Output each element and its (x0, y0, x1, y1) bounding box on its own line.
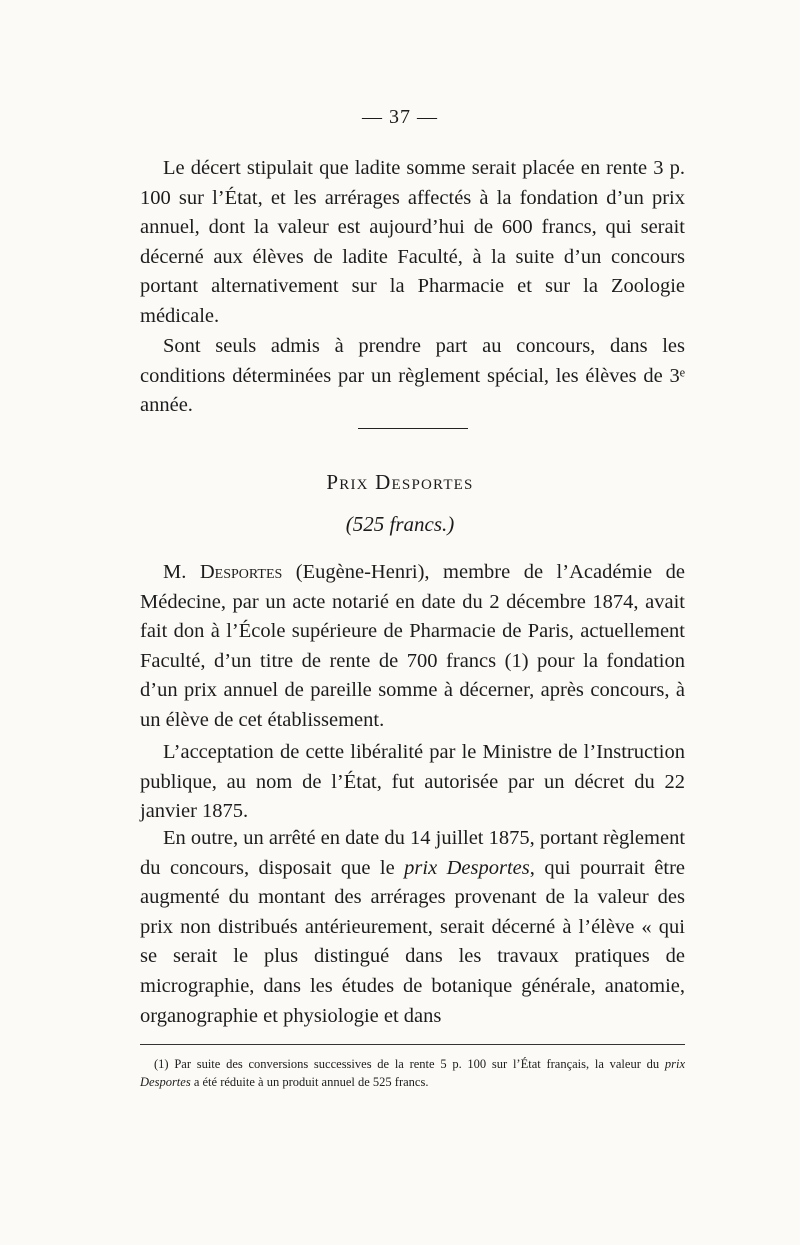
footnote-text-b: a été réduite à un produit annuel de 525 francs. (190, 1075, 429, 1089)
paragraph-4: L’acceptation de cette libéralité par le Ministre de l’Instruction publique, au nom de l’État, fut autorisée par un décret du 22 janvier 1875. (140, 741, 685, 823)
footnote (140, 1055, 685, 1091)
paragraph-3-prefix: M. (163, 561, 200, 583)
paragraph-2-block (140, 332, 685, 421)
paragraph-5-text-a: En outre, un arrêté en date du 14 juillet 1875, portant règlement du concours, disposait que le (140, 827, 686, 879)
footnote-divider (140, 1044, 685, 1045)
section-subheading: (525 francs.) (345, 512, 455, 536)
paragraph-3-block (140, 558, 685, 736)
paragraph-1: Le décert stipulait que ladite somme serait placée en rente 3 p. 100 sur l’État, et les arrérages affectés à la fondation d’un prix annuel, dont la valeur est aujourd’hui de 600 francs, qui serait décerné aux élèves de ladite Faculté, à la suite d’un concours portant alternativement sur la Pharmacie et sur la Zoologie médicale. (140, 157, 685, 327)
paragraph-2: Sont seuls admis à prendre part au concours, dans les conditions déterminées par un règlement spécial, les élèves de 3ᵉ année. (140, 335, 685, 417)
footnote-italic: prix Desportes (140, 1057, 685, 1089)
paragraph-5-italic: prix Desportes (404, 856, 530, 879)
section-heading: Prix Desportes (326, 470, 474, 494)
paragraph-5-block (140, 824, 685, 1031)
section-divider (358, 428, 468, 429)
paragraph-4-block (140, 738, 685, 827)
donor-name: Desportes (199, 561, 283, 583)
paragraph-1-block (140, 154, 685, 332)
paragraph-3 (140, 558, 685, 736)
footnote-text-a: (1) Par suite des conversions successives de la rente 5 p. 100 sur l’État français, la valeur du (154, 1057, 665, 1071)
paragraph-5 (140, 824, 685, 1031)
paragraph-5-text-b: , qui pourrait être augmenté du montant des arrérages provenant de la valeur des prix non distribués antérieurement, serait décerné à l’élève « qui se serait le plus distingué dans les travaux pratiques de micrographie, dans les études de botanique générale, anatomie, organographie et physiologie et dans (140, 856, 686, 1027)
paragraph-3-text: (Eugène-Henri), membre de l’Académie de Médecine, par un acte notarié en date du 2 décembre 1874, avait fait don à l’École supérieure de Pharmacie de Paris, actuellement Faculté, d’un titre de rente de 700 francs (1) pour la fondation d’un prix annuel de pareille somme à décerner, après concours, à un élève de cet établissement. (140, 561, 685, 731)
page-number: — 37 — (362, 106, 438, 128)
